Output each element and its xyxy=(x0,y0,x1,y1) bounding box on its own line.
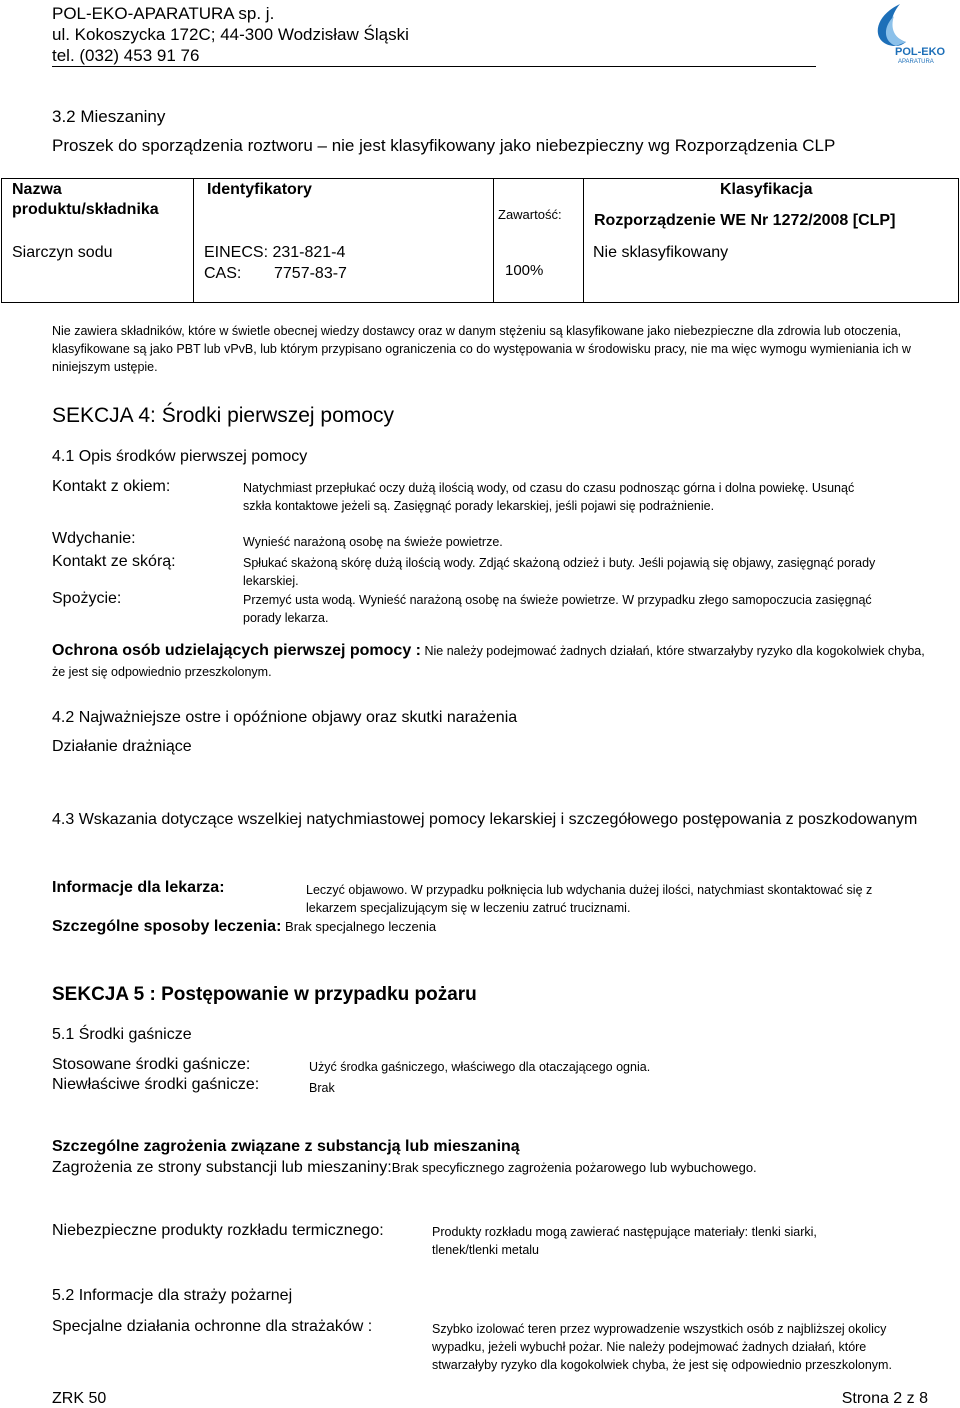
cell-substance-name: Siarczyn sodu xyxy=(12,244,113,261)
doctor-info-label: Informacje dla lekarza: xyxy=(52,879,225,896)
inhalation-text: Wynieść narażoną osobę na świeże powietrze. xyxy=(243,535,503,549)
section-3-2-note: Nie zawiera składników, które w świetle obecnej wiedzy dostawcy oraz w danym stężeniu są klasyfikowane jako niebezpieczne dla zdrowia lub otoczenia, klasyfikowane są jako PBT lub vPvB, lub którym przypisano ograniczenia co do występowania w środowisku pracy, nie ma więc wymogu wymieniania ich w niniejszym ustępie. xyxy=(52,324,911,374)
decomposition-label: Niebezpieczne produkty rozkładu termicznego: xyxy=(52,1222,384,1239)
page-number: Strona 2 z 8 xyxy=(841,1390,928,1407)
section-4-2-heading: 4.2 Najważniejsze ostre i opóźnione objawy oraz skutki narażenia xyxy=(52,709,518,726)
company-name: POL-EKO-APARATURA sp. j. xyxy=(52,4,275,23)
specific-hazards xyxy=(52,1159,757,1177)
unsuitable-media-text: Brak xyxy=(309,1081,335,1095)
section-4-3-heading: 4.3 Wskazania dotyczące wszelkiej natychmiastowej pomocy lekarskiej i szczegółowego postępowania z poszkodowanym xyxy=(52,811,918,828)
special-treatment-text: Brak specjalnego leczenia xyxy=(285,919,437,934)
firefighter-text: Szybko izolować teren przez wyprowadzenie wszystkich osób z najbliższej okolicy wypadku, jeżeli wybuchł pożar. Nie należy podejmować żadnych działań, które stwarzałyby ryzyko dla kogokolwiek chyba, że jest się odpowiednio przeszkolonym. xyxy=(432,1322,892,1372)
document-code: ZRK 50 xyxy=(52,1390,107,1407)
logo-text-2: APARATURA xyxy=(898,59,934,65)
ingestion-text: Przemyć usta wodą. Wynieść narażoną osobę na świeże powietrze. W przypadku złego samopoczucia zasięgnąć porady lekarza. xyxy=(243,593,872,625)
first-aider-protection-text: Nie należy podejmować żadnych działań, które stwarzałyby ryzyko dla kogokolwiek chyba, że jest się odpowiednio przeszkolonym. xyxy=(52,644,925,679)
composition-table xyxy=(1,178,959,303)
col-header-regulation: Rozporządzenie WE Nr 1272/2008 [CLP] xyxy=(594,212,896,229)
cell-cas-label: CAS: xyxy=(204,265,242,282)
suitable-media-label: Stosowane środki gaśnicze: xyxy=(52,1056,251,1073)
pol-eko-logo xyxy=(866,2,956,66)
company-phone: tel. (032) 453 91 76 xyxy=(52,46,200,65)
first-aider-protection xyxy=(52,640,932,683)
section-5-title: SEKCJA 5 : Postępowanie w przypadku pożaru xyxy=(52,984,477,1005)
col-header-name: Nazwa produktu/składnika xyxy=(12,181,159,218)
section-5-2-heading: 5.2 Informacje dla straży pożarnej xyxy=(52,1287,293,1304)
eye-contact-text: Natychmiast przepłukać oczy dużą ilością wody, od czasu do czasu podnosząc górna i dolna powiekę. Usunąć szkła kontaktowe jeżeli są. Zasięgnąć porady lekarskiej, jeśli pojawi się podrażnienie. xyxy=(243,481,855,513)
section-4-title: SEKCJA 4: Środki pierwszej pomocy xyxy=(52,404,394,427)
section-4-1-heading: 4.1 Opis środków pierwszej pomocy xyxy=(52,448,308,465)
header-rule xyxy=(52,66,816,67)
cell-einecs: EINECS: 231-821-4 xyxy=(204,244,346,261)
unsuitable-media-label: Niewłaściwe środki gaśnicze: xyxy=(52,1076,260,1093)
firefighter-label: Specjalne działania ochronne dla strażaków : xyxy=(52,1318,373,1335)
section-5-1-heading: 5.1 Środki gaśnicze xyxy=(52,1026,192,1043)
section-4-2-subheading: Działanie drażniące xyxy=(52,738,192,755)
section-3-2-heading: 3.2 Mieszaniny xyxy=(52,107,166,126)
decomposition-text: Produkty rozkładu mogą zawierać następujące materiały: tlenki siarki, tlenek/tlenki metalu xyxy=(432,1225,817,1257)
eye-contact-label: Kontakt z okiem: xyxy=(52,478,171,495)
skin-contact-text: Spłukać skażoną skórę dużą ilością wody. Zdjąć skażoną odzież i buty. Jeśli pojawią się objawy, zasięgnąć porady lekarskiej. xyxy=(243,556,876,588)
cell-classification: Nie sklasyfikowany xyxy=(593,244,729,261)
special-treatment-label: Szczególne sposoby leczenia: xyxy=(52,918,282,935)
specific-hazards-label: Zagrożenia ze strony substancji lub mieszaniny: xyxy=(52,1159,392,1176)
col-header-content: Zawartość: xyxy=(498,207,562,222)
special-treatment xyxy=(52,918,436,936)
col-header-classification: Klasyfikacja xyxy=(720,181,813,198)
company-address: ul. Kokoszycka 172C; 44-300 Wodzisław Śląski xyxy=(52,25,409,44)
skin-contact-label: Kontakt ze skórą: xyxy=(52,553,176,570)
specific-hazards-heading: Szczególne zagrożenia związane z substancją lub mieszaniną xyxy=(52,1138,520,1155)
logo-text-1: POL-EKO xyxy=(895,46,946,58)
inhalation-label: Wdychanie: xyxy=(52,530,136,547)
cell-cas-value: 7757-83-7 xyxy=(274,265,347,282)
ingestion-label: Spożycie: xyxy=(52,590,122,607)
col-header-ids: Identyfikatory xyxy=(207,181,312,198)
cell-content: 100% xyxy=(505,262,544,279)
first-aider-protection-label: Ochrona osób udzielających pierwszej pomocy : xyxy=(52,642,421,659)
section-3-2-subheading: Proszek do sporządzenia roztworu – nie jest klasyfikowany jako niebezpieczny wg Rozporządzenia CLP xyxy=(52,136,836,155)
specific-hazards-text: Brak specyficznego zagrożenia pożarowego lub wybuchowego. xyxy=(391,1160,757,1175)
suitable-media-text: Użyć środka gaśniczego, właściwego dla otaczającego ognia. xyxy=(309,1060,651,1074)
doctor-info-text: Leczyć objawowo. W przypadku połknięcia lub wdychania dużej ilości, natychmiast skontaktować się z lekarzem specjalizującym się w leczeniu zatruć truciznami. xyxy=(306,883,873,915)
